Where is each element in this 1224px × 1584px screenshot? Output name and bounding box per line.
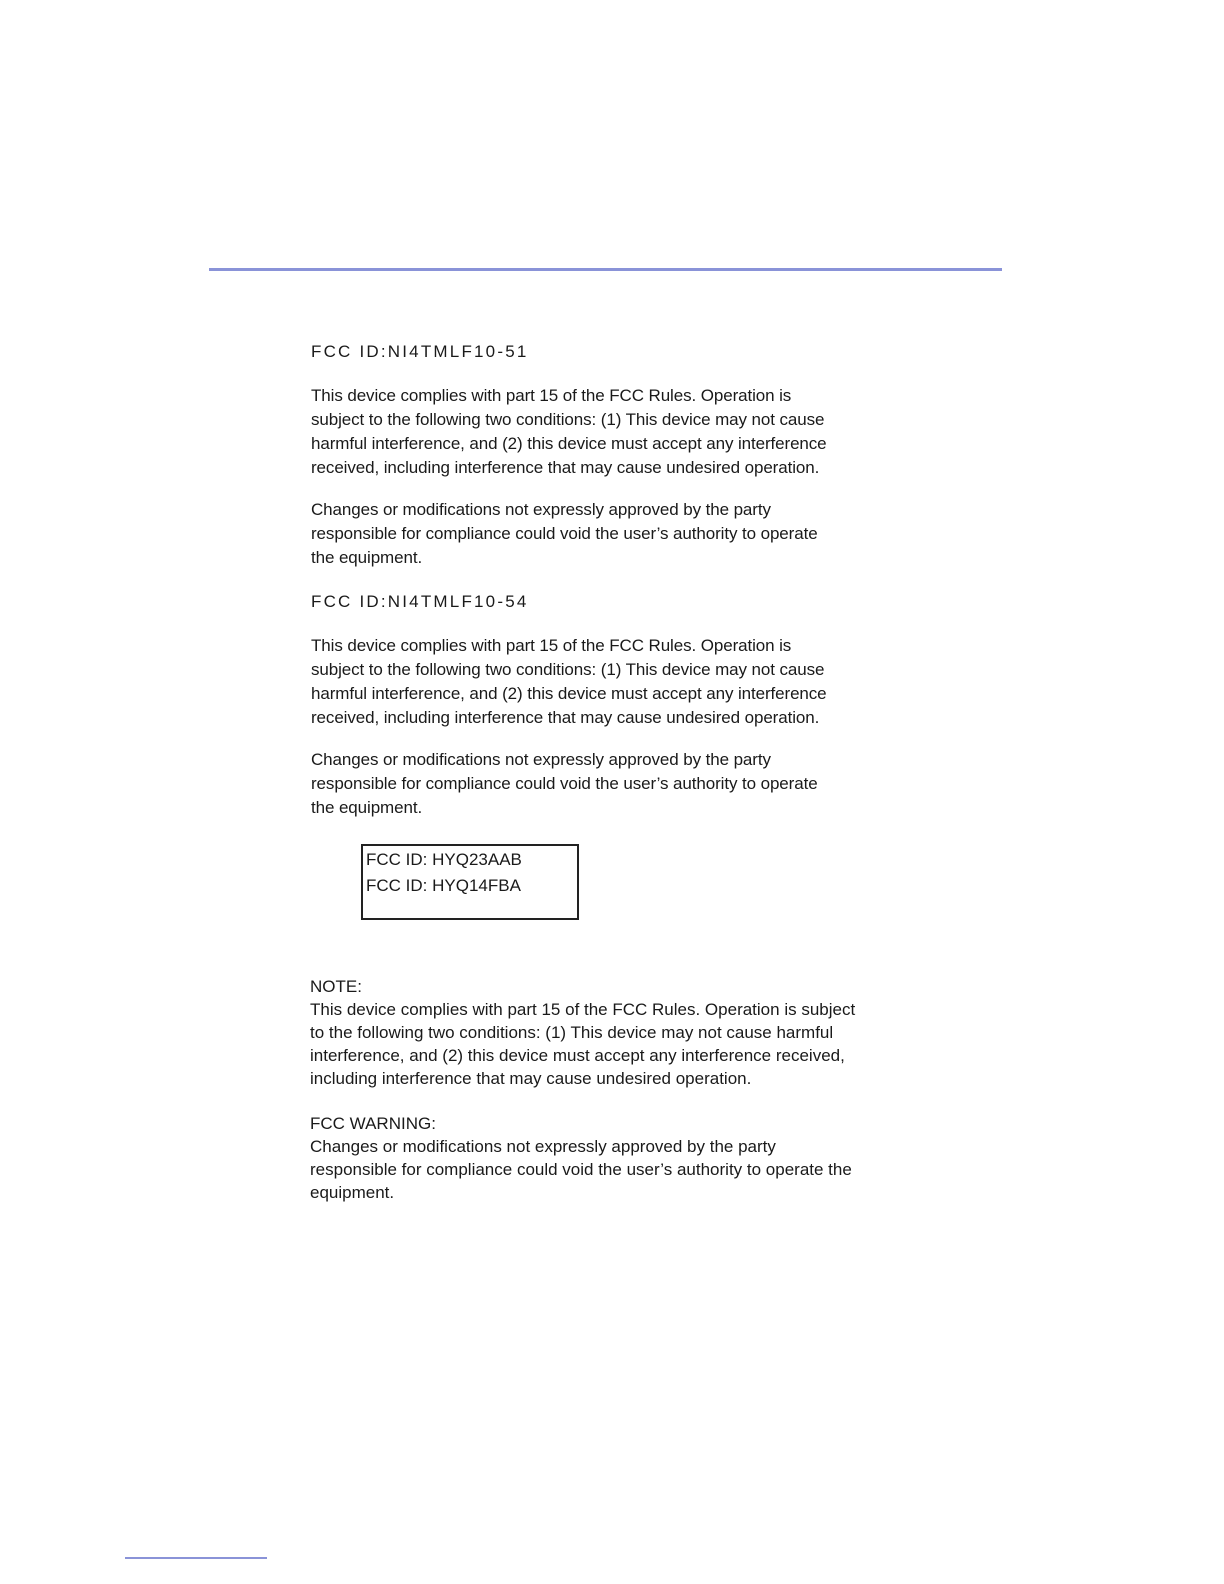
fcc-id-label-box [361, 844, 579, 920]
text-line: interference, and (2) this device must accept any interference received, [310, 1046, 845, 1065]
text-line: responsible for compliance could void the user’s authority to operate the [310, 1160, 852, 1179]
fcc-id-2: FCC ID:NI4TMLF10-54 [311, 592, 529, 611]
text-line: the equipment. [311, 548, 423, 567]
text-line: harmful interference, and (2) this device must accept any interference [311, 684, 827, 703]
note-paragraph [310, 998, 910, 1090]
fcc-statements [311, 340, 911, 820]
text-line: subject to the following two conditions: (1) This device may not cause [311, 410, 825, 429]
text-line: equipment. [310, 1183, 395, 1202]
fcc-id-label-line-1: FCC ID: HYQ23AAB [366, 850, 522, 869]
fcc-id-1: FCC ID:NI4TMLF10-51 [311, 342, 529, 361]
warning-paragraph [310, 1135, 910, 1204]
text-line: Changes or modifications not expressly approved by the party [310, 1137, 776, 1156]
text-line: received, including interference that may cause undesired operation. [311, 708, 820, 727]
warning-heading: FCC WARNING: [310, 1114, 436, 1133]
text-line: This device complies with part 15 of the FCC Rules. Operation is subject [310, 1000, 856, 1019]
text-line: responsible for compliance could void the user’s authority to operate [311, 774, 818, 793]
text-line: received, including interference that may cause undesired operation. [311, 458, 820, 477]
text-line: responsible for compliance could void the user’s authority to operate [311, 524, 818, 543]
text-line: to the following two conditions: (1) This device may not cause harmful [310, 1023, 834, 1042]
header-rule [209, 268, 1002, 271]
compliance-paragraph-2 [311, 634, 911, 730]
footer-rule [125, 1557, 267, 1559]
note-heading: NOTE: [310, 977, 362, 996]
notes-section [310, 975, 910, 1204]
text-line: the equipment. [311, 798, 423, 817]
text-line: Changes or modifications not expressly approved by the party [311, 500, 771, 519]
text-line: including interference that may cause undesired operation. [310, 1069, 752, 1088]
text-line: subject to the following two conditions: (1) This device may not cause [311, 660, 825, 679]
text-line: This device complies with part 15 of the FCC Rules. Operation is [311, 636, 792, 655]
text-line: This device complies with part 15 of the FCC Rules. Operation is [311, 386, 792, 405]
changes-paragraph-1 [311, 498, 911, 570]
fcc-id-label-line-2: FCC ID: HYQ14FBA [366, 876, 521, 895]
changes-paragraph-2 [311, 748, 911, 820]
text-line: Changes or modifications not expressly approved by the party [311, 750, 771, 769]
compliance-paragraph-1 [311, 384, 911, 480]
text-line: harmful interference, and (2) this device must accept any interference [311, 434, 827, 453]
